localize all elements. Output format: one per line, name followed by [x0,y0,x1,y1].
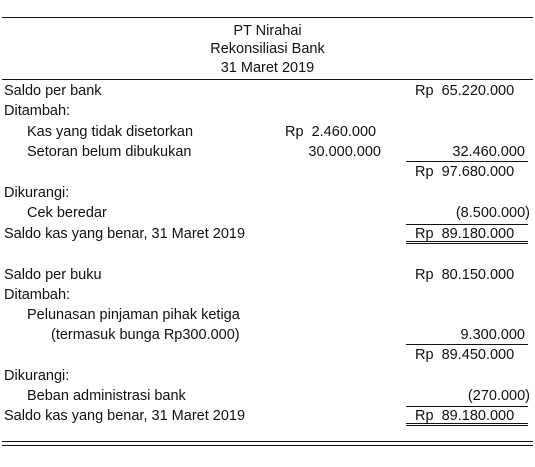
saldo-per-bank-value: Rp 65.220.000 [415,83,515,99]
kas-tidak-disetorkan-value: Rp 2.460.000 [285,124,377,140]
beban-administrasi-value: (270.000) [467,388,530,404]
cek-beredar-label: Cek beredar [27,205,107,221]
setoran-belum-dibukukan-label: Setoran belum dibukukan [27,144,192,160]
book-subtotal-value: Rp 89.450.000 [415,347,515,363]
company-name: PT Nirahai [233,23,302,39]
report-title: Rekonsiliasi Bank [210,41,325,57]
bottom-rule [2,441,533,442]
subtotal-rule [406,344,528,345]
setoran-belum-dibukukan-value: 30.000.000 [308,144,381,160]
saldo-kas-benar-label: Saldo kas yang benar, 31 Maret 2019 [4,408,246,424]
pelunasan-pinjaman-label: Pelunasan pinjaman pihak ketiga [27,307,240,323]
bottom-rule [2,445,533,446]
book-final-value: Rp 89.180.000 [415,408,515,424]
saldo-per-buku-label: Saldo per buku [4,267,102,283]
dikurangi-label: Dikurangi: [4,185,70,201]
total-ditambah-value: 32.460.000 [452,144,525,160]
beban-administrasi-label: Beban administrasi bank [27,388,186,404]
saldo-kas-benar-label: Saldo kas yang benar, 31 Maret 2019 [4,226,246,242]
bank-final-value: Rp 89.180.000 [415,226,515,242]
dikurangi-label: Dikurangi: [4,368,70,384]
pelunasan-pinjaman-note: (termasuk bunga Rp300.000) [51,327,240,343]
bank-subtotal-value: Rp 97.680.000 [415,164,515,180]
saldo-per-bank-label: Saldo per bank [4,83,102,99]
report-date: 31 Maret 2019 [220,60,315,76]
saldo-per-buku-value: Rp 80.150.000 [415,267,515,283]
subtotal-rule [406,161,528,162]
top-rule [2,17,533,18]
pelunasan-pinjaman-value: 9.300.000 [460,327,525,343]
ditambah-label: Ditambah: [4,287,71,303]
ditambah-label: Ditambah: [4,103,71,119]
cek-beredar-value: (8.500.000) [455,205,530,221]
header-rule [2,79,533,80]
kas-tidak-disetorkan-label: Kas yang tidak disetorkan [27,124,194,140]
